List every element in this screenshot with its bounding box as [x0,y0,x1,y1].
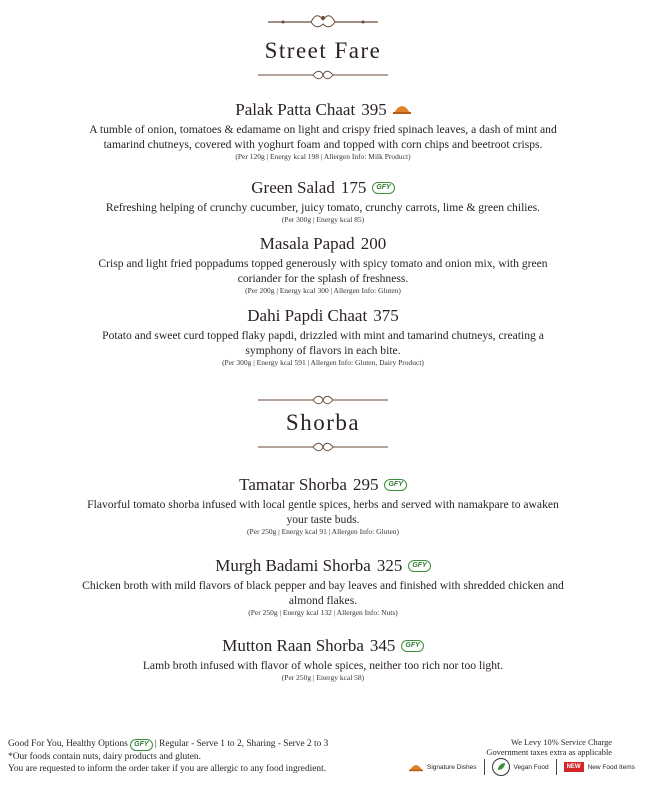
footer-line-2: *Our foods contain nuts, dairy products and gluten. [8,752,201,762]
legend-signature-label: Signature Dishes [427,763,477,771]
menu-item [80,234,566,296]
legend-vegan-label: Vegan Food [513,763,549,771]
item-header [80,178,566,198]
item-description: Flavorful tomato shorba infused with local gentle spices, herbs and served with namakpare to awaken your taste buds. [87,498,559,526]
item-header [80,475,566,495]
gfy-badge: GFY [384,479,406,491]
item-price: 175 [340,178,367,197]
gfy-badge: GFY [372,182,394,194]
signature-dish-icon [409,761,423,774]
item-name: Green Salad [251,178,335,197]
legend-separator [556,759,557,775]
item-name: Murgh Badami Shorba [215,556,371,575]
item-name: Palak Patta Chaat [235,100,356,119]
item-price: 200 [360,234,387,253]
item-name: Mutton Raan Shorba [222,636,364,655]
signature-dish-icon [393,100,411,120]
item-nutrition-info: (Per 120g | Energy kcal 198 | Allergen Info: Milk Product) [235,152,411,161]
item-description: Lamb broth infused with flavor of whole spices, neither too rich nor too light. [142,659,504,672]
item-nutrition-info: (Per 300g | Energy kcal 591 | Allergen Info: Gluten, Dairy Product) [222,358,424,367]
footer-line-1 [8,738,398,751]
gfy-badge: GFY [401,640,423,652]
service-charge-text: We Levy 10% Service Charge [510,738,612,747]
footer-gfy-text: Good For You, Healthy Options [8,739,128,749]
item-price: 325 [376,556,403,575]
footer-line-3: You are requested to inform the order taker if you are allergic to any food ingredient. [8,764,327,774]
divider-ornament [0,393,646,407]
vegan-icon [492,758,510,776]
item-price: 345 [369,636,396,655]
section-title-street-fare: Street Fare [264,38,382,63]
item-header [80,100,566,120]
item-price: 295 [352,475,379,494]
item-description: Refreshing helping of crunchy cucumber, juicy tomato, crunchy carrots, lime & green chilies. [105,201,541,214]
menu-item [80,306,566,368]
item-nutrition-info: (Per 250g | Energy kcal 132 | Allergen Info: Nuts) [248,608,398,617]
item-price: 375 [373,306,399,325]
item-description: A tumble of onion, tomatoes & edamame on light and crispy fried spinach leaves, a dash of mint and tamarind chutneys, covered with yoghurt foam and topped with corn chips and beetroot crisps. [89,123,557,151]
item-description: Crisp and light fried poppadums topped generously with spicy tomato and onion mix, with green coriander for the splash of freshness. [98,257,548,285]
gfy-badge: GFY [130,739,152,751]
legend-new-label: New Food Items [587,763,635,771]
section-title-shorba: Shorba [285,410,361,435]
footer-charges [382,738,612,758]
item-name: Tamatar Shorba [239,475,347,494]
item-nutrition-info: (Per 300g | Energy kcal 85) [281,215,365,224]
legend-separator [484,759,485,775]
item-header [80,556,566,576]
item-nutrition-info: (Per 250g | Energy kcal 58) [281,673,365,682]
gfy-badge: GFY [408,560,430,572]
item-description: Chicken broth with mild flavors of black pepper and bay leaves and finished with shredded chicken and almond flakes. [82,579,564,607]
top-ornament [0,10,646,32]
new-icon: NEW [564,762,584,772]
legend [409,758,635,776]
menu-item [80,636,566,683]
menu-item [80,556,566,618]
item-name: Masala Papad [259,234,355,253]
menu-item [80,475,566,537]
footer-notes [8,738,398,775]
menu-item [80,178,566,225]
divider-ornament [0,440,646,454]
item-header [80,234,566,254]
item-description: Potato and sweet curd topped flaky papdi, drizzled with mint and tamarind chutneys, creating a symphony of flavors in each bite. [102,329,544,357]
taxes-text: Government taxes extra as applicable [486,748,612,757]
item-name: Dahi Papdi Chaat [247,306,368,325]
item-header [80,636,566,656]
item-nutrition-info: (Per 250g | Energy kcal 91 | Allergen Info: Gluten) [246,527,400,536]
item-header [80,306,566,326]
item-price: 395 [361,100,387,119]
footer-serving-text: | Regular - Serve 1 to 2, Sharing - Serve 2 to 3 [154,739,329,749]
item-nutrition-info: (Per 200g | Energy kcal 300 | Allergen Info: Gluten) [245,286,401,295]
menu-item [80,100,566,162]
divider-ornament [0,68,646,82]
